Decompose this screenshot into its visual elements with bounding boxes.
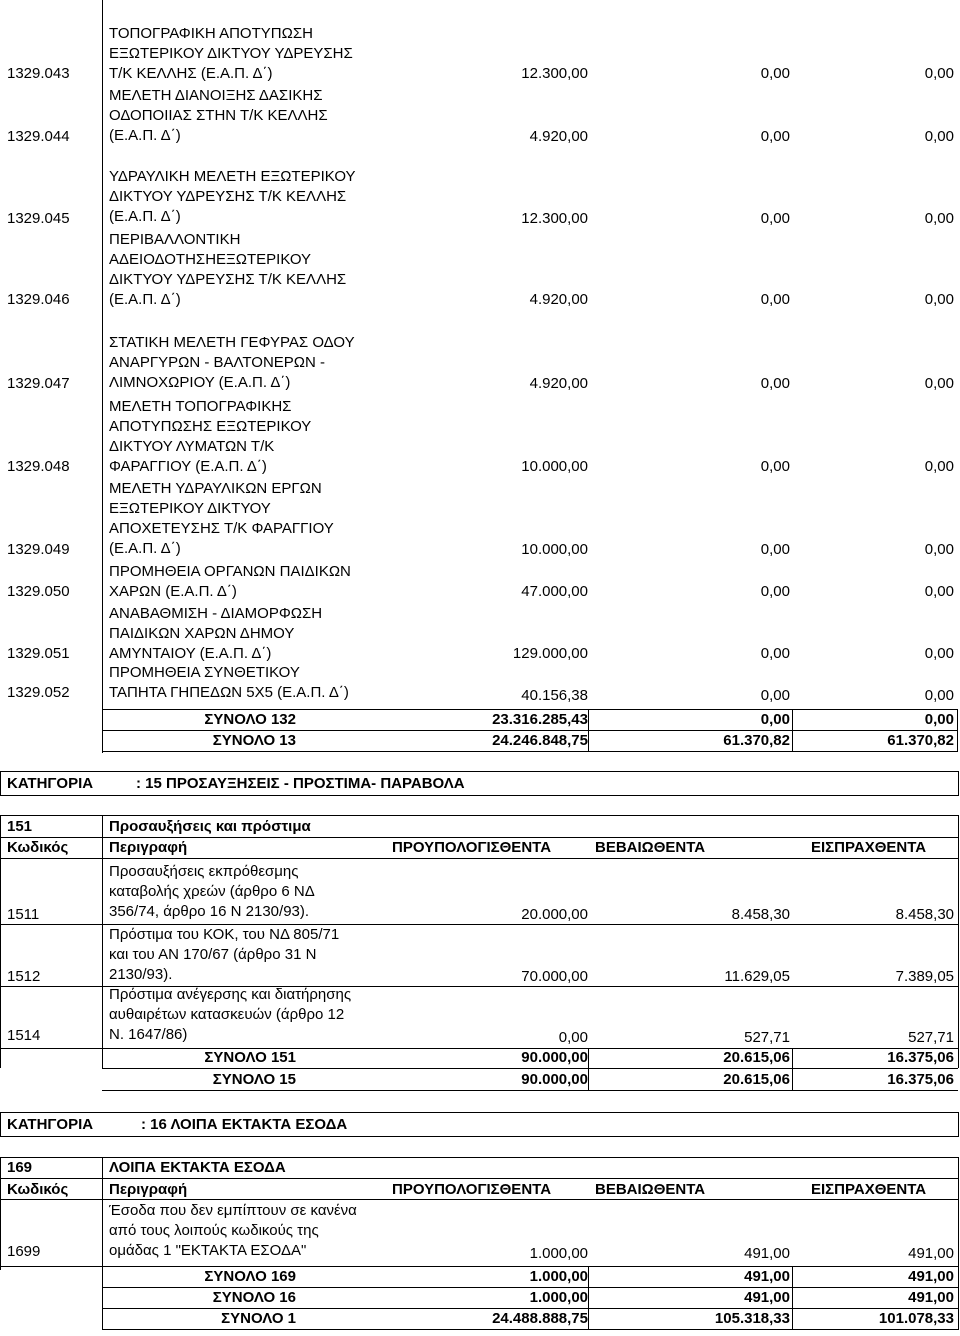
header-code: Κωδικός xyxy=(7,1181,69,1198)
category-title: : 15 ΠΡΟΣΑΥΞΗΣΕΙΣ - ΠΡΟΣΤΙΜΑ- ΠΑΡΑΒΟΛΑ xyxy=(136,775,465,792)
group-title: Προσαυξήσεις και πρόστιμα xyxy=(109,818,311,835)
divider xyxy=(102,1068,958,1069)
row-collected: 0,00 xyxy=(924,128,954,145)
divider xyxy=(0,815,959,816)
row-collected: 7.389,05 xyxy=(895,968,954,985)
row-certified: 0,00 xyxy=(760,128,790,145)
row-certified: 0,00 xyxy=(760,583,790,600)
total-certified: 105.318,33 xyxy=(714,1310,790,1327)
divider xyxy=(102,1308,958,1309)
total-label: ΣΥΝΟΛΟ 169 xyxy=(204,1268,296,1285)
row-description: ΜΕΛΕΤΗ ΥΔΡΑΥΛΙΚΩΝ ΕΡΓΩΝ ΕΞΩΤΕΡΙΚΟΥ ΔΙΚΤΥΟΥ ΑΠΟΧΕΤΕΥΣΗΣ Τ/Κ ΦΑΡΑΓΓΙΟΥ (Ε.Α.Π. Δ΄) xyxy=(109,480,334,557)
row-certified: 0,00 xyxy=(760,458,790,475)
total-collected: 16.375,06 xyxy=(887,1049,954,1066)
header-certified: ΒΕΒΑΙΩΘΕΝΤΑ xyxy=(595,839,706,856)
category-header xyxy=(0,771,959,796)
total-label: ΣΥΝΟΛΟ 1 xyxy=(221,1310,296,1327)
divider xyxy=(792,709,793,752)
row-certified: 0,00 xyxy=(760,375,790,392)
row-code: 1329.049 xyxy=(7,541,70,558)
row-collected: 491,00 xyxy=(908,1245,954,1262)
total-collected: 491,00 xyxy=(908,1289,954,1306)
row-code: 1329.043 xyxy=(7,65,70,82)
divider xyxy=(792,1048,793,1091)
divider xyxy=(102,730,958,731)
row-budget: 4.920,00 xyxy=(529,128,588,145)
row-budget: 4.920,00 xyxy=(529,375,588,392)
row-code: 1329.044 xyxy=(7,128,70,145)
row-collected: 0,00 xyxy=(924,541,954,558)
row-code: 1329.046 xyxy=(7,291,70,308)
total-label: ΣΥΝΟΛΟ 15 xyxy=(212,1071,296,1088)
divider xyxy=(102,1287,958,1288)
divider xyxy=(0,1178,959,1179)
category-label: ΚΑΤΗΓΟΡΙΑ xyxy=(7,775,94,792)
row-code: 1329.051 xyxy=(7,645,70,662)
row-collected: 527,71 xyxy=(908,1029,954,1046)
divider xyxy=(102,751,958,752)
row-description: Πρόστιμα του ΚΟΚ, του ΝΔ 805/71 και του ΑΝ 170/67 (άρθρο 31 Ν 2130/93). xyxy=(109,926,340,983)
total-budget: 90.000,00 xyxy=(521,1071,588,1088)
category-title: : 16 ΛΟΙΠΑ ΕΚΤΑΚΤΑ ΕΣΟΔΑ xyxy=(141,1116,348,1133)
divider xyxy=(0,858,959,859)
row-description: ΜΕΛΕΤΗ ΔΙΑΝΟΙΞΗΣ ΔΑΣΙΚΗΣ ΟΔΟΠΟΙΙΑΣ ΣΤΗΝ Τ/Κ ΚΕΛΛΗΣ (Ε.Α.Π. Δ΄) xyxy=(109,87,328,144)
row-budget: 12.300,00 xyxy=(521,65,588,82)
row-description: ΠΕΡΙΒΑΛΛΟΝΤΙΚΗ ΑΔΕΙΟΔΟΤΗΣΗΕΞΩΤΕΡΙΚΟΥ ΔΙΚΤΥΟΥ ΥΔΡΕΥΣΗΣ Τ/Κ ΚΕΛΛΗΣ (Ε.Α.Π. Δ΄) xyxy=(109,231,347,308)
total-budget: 1.000,00 xyxy=(529,1289,588,1306)
row-budget: 10.000,00 xyxy=(521,458,588,475)
total-collected: 16.375,06 xyxy=(887,1071,954,1088)
category-header xyxy=(0,1112,959,1137)
header-collected: ΕΙΣΠΡΑΧΘΕΝΤΑ xyxy=(811,839,927,856)
divider xyxy=(0,1157,1,1270)
header-description: Περιγραφή xyxy=(109,1181,188,1198)
row-collected: 0,00 xyxy=(924,65,954,82)
row-budget: 4.920,00 xyxy=(529,291,588,308)
row-code: 1329.047 xyxy=(7,375,70,392)
row-description: ΠΡΟΜΗΘΕΙΑ ΟΡΓΑΝΩΝ ΠΑΙΔΙΚΩΝ ΧΑΡΩΝ (Ε.Α.Π. Δ΄) xyxy=(109,563,351,600)
group-code: 151 xyxy=(7,818,33,835)
row-budget: 0,00 xyxy=(558,1029,588,1046)
total-label: ΣΥΝΟΛΟ 13 xyxy=(212,732,296,749)
row-description: ΠΡΟΜΗΘΕΙΑ ΣΥΝΘΕΤΙΚΟΥ ΤΑΠΗΤΑ ΓΗΠΕΔΩΝ 5Χ5 (Ε.Α.Π. Δ΄) xyxy=(109,664,349,701)
row-budget: 40.156,38 xyxy=(521,687,588,704)
total-label: ΣΥΝΟΛΟ 132 xyxy=(204,711,296,728)
row-certified: 8.458,30 xyxy=(731,906,790,923)
row-description: ΜΕΛΕΤΗ ΤΟΠΟΓΡΑΦΙΚΗΣ ΑΠΟΤΥΠΩΣΗΣ ΕΞΩΤΕΡΙΚΟΥ ΔΙΚΤΥΟΥ ΛΥΜΑΤΩΝ Τ/Κ ΦΑΡΑΓΓΙΟΥ (Ε.Α.Π. Δ΄) xyxy=(109,398,312,475)
header-collected: ΕΙΣΠΡΑΧΘΕΝΤΑ xyxy=(811,1181,927,1198)
total-label: ΣΥΝΟΛΟ 151 xyxy=(204,1049,296,1066)
row-description: ΑΝΑΒΑΘΜΙΣΗ - ΔΙΑΜΟΡΦΩΣΗ ΠΑΙΔΙΚΩΝ ΧΑΡΩΝ ΔΗΜΟΥ ΑΜΥΝΤΑΙΟΥ (Ε.Α.Π. Δ΄) xyxy=(109,605,323,662)
row-budget: 47.000,00 xyxy=(521,583,588,600)
total-collected: 491,00 xyxy=(908,1268,954,1285)
group-title: ΛΟΙΠΑ ΕΚΤΑΚΤΑ ΕΣΟΔΑ xyxy=(109,1159,286,1176)
row-collected: 0,00 xyxy=(924,645,954,662)
row-code: 1329.050 xyxy=(7,583,70,600)
row-budget: 70.000,00 xyxy=(521,968,588,985)
group-code: 169 xyxy=(7,1159,33,1176)
total-budget: 23.316.285,43 xyxy=(492,711,588,728)
row-certified: 0,00 xyxy=(760,687,790,704)
total-collected: 101.078,33 xyxy=(878,1310,954,1327)
divider xyxy=(958,815,959,1068)
row-code: 1329.045 xyxy=(7,210,70,227)
divider xyxy=(588,1048,589,1091)
total-collected: 0,00 xyxy=(924,711,954,728)
divider xyxy=(0,1199,959,1200)
divider xyxy=(0,815,1,1068)
divider xyxy=(958,1157,959,1330)
row-collected: 0,00 xyxy=(924,291,954,308)
row-description: Προσαυξήσεις εκπρόθεσμης καταβολής χρεών (άρθρο 6 ΝΔ 356/74, άρθρο 16 Ν 2130/93). xyxy=(109,863,315,920)
divider xyxy=(0,837,959,838)
total-label: ΣΥΝΟΛΟ 16 xyxy=(212,1289,296,1306)
total-certified: 0,00 xyxy=(760,711,790,728)
row-collected: 0,00 xyxy=(924,687,954,704)
row-certified: 491,00 xyxy=(744,1245,790,1262)
row-collected: 0,00 xyxy=(924,375,954,392)
total-budget: 1.000,00 xyxy=(529,1268,588,1285)
row-budget: 20.000,00 xyxy=(521,906,588,923)
category-label: ΚΑΤΗΓΟΡΙΑ xyxy=(7,1116,94,1133)
row-description: Έσοδα που δεν εμπίπτουν σε κανένα από τους λοιπούς κωδικούς της ομάδας 1 "ΕΚΤΑΚΤΑ ΕΣΟΔΑ" xyxy=(109,1202,357,1259)
row-collected: 0,00 xyxy=(924,210,954,227)
total-certified: 20.615,06 xyxy=(723,1049,790,1066)
row-certified: 0,00 xyxy=(760,541,790,558)
row-code: 1699 xyxy=(7,1243,41,1260)
row-code: 1514 xyxy=(7,1027,41,1044)
total-collected: 61.370,82 xyxy=(887,732,954,749)
row-description: ΥΔΡΑΥΛΙΚΗ ΜΕΛΕΤΗ ΕΞΩΤΕΡΙΚΟΥ ΔΙΚΤΥΟΥ ΥΔΡΕΥΣΗΣ Τ/Κ ΚΕΛΛΗΣ (Ε.Α.Π. Δ΄) xyxy=(109,168,356,225)
row-certified: 0,00 xyxy=(760,65,790,82)
total-certified: 491,00 xyxy=(744,1268,790,1285)
total-budget: 90.000,00 xyxy=(521,1049,588,1066)
header-certified: ΒΕΒΑΙΩΘΕΝΤΑ xyxy=(595,1181,706,1198)
divider xyxy=(588,1266,589,1330)
row-code: 1512 xyxy=(7,968,41,985)
header-code: Κωδικός xyxy=(7,839,69,856)
divider xyxy=(0,1157,959,1158)
row-certified: 0,00 xyxy=(760,210,790,227)
row-budget: 10.000,00 xyxy=(521,541,588,558)
divider xyxy=(102,709,958,710)
row-certified: 0,00 xyxy=(760,645,790,662)
row-description: ΣΤΑΤΙΚΗ ΜΕΛΕΤΗ ΓΕΦΥΡΑΣ ΟΔΟΥ ΑΝΑΡΓΥΡΩΝ - ΒΑΛΤΟΝΕΡΩΝ - ΛΙΜΝΟΧΩΡΙΟΥ (Ε.Α.Π. Δ΄) xyxy=(109,334,355,391)
row-description: ΤΟΠΟΓΡΑΦΙΚΗ ΑΠΟΤΥΠΩΣΗ ΕΞΩΤΕΡΙΚΟΥ ΔΙΚΤΥΟΥ ΥΔΡΕΥΣΗΣ Τ/Κ ΚΕΛΛΗΣ (Ε.Α.Π. Δ΄) xyxy=(109,25,353,82)
row-code: 1329.048 xyxy=(7,458,70,475)
divider xyxy=(792,1266,793,1330)
divider xyxy=(102,1090,958,1091)
row-budget: 12.300,00 xyxy=(521,210,588,227)
total-budget: 24.488.888,75 xyxy=(492,1310,588,1327)
row-collected: 0,00 xyxy=(924,458,954,475)
total-budget: 24.246.848,75 xyxy=(492,732,588,749)
column-divider xyxy=(102,0,103,753)
row-budget: 129.000,00 xyxy=(512,645,588,662)
divider xyxy=(102,1329,958,1330)
divider xyxy=(0,1266,959,1267)
row-collected: 8.458,30 xyxy=(895,906,954,923)
row-budget: 1.000,00 xyxy=(529,1245,588,1262)
divider xyxy=(588,709,589,752)
row-certified: 11.629,05 xyxy=(724,968,790,985)
row-code: 1511 xyxy=(7,906,40,923)
header-budget: ΠΡΟΥΠΟΛΟΓΙΣΘΕΝΤΑ xyxy=(392,839,552,856)
total-certified: 491,00 xyxy=(744,1289,790,1306)
total-certified: 20.615,06 xyxy=(723,1071,790,1088)
divider xyxy=(957,709,958,752)
row-collected: 0,00 xyxy=(924,583,954,600)
divider xyxy=(102,815,103,1068)
row-description: Πρόστιμα ανέγερσης και διατήρησης αυθαιρέτων κατασκευών (άρθρο 12 Ν. 1647/86) xyxy=(109,986,352,1043)
total-certified: 61.370,82 xyxy=(723,732,790,749)
header-description: Περιγραφή xyxy=(109,839,188,856)
header-budget: ΠΡΟΥΠΟΛΟΓΙΣΘΕΝΤΑ xyxy=(392,1181,552,1198)
row-certified: 0,00 xyxy=(760,291,790,308)
row-certified: 527,71 xyxy=(744,1029,790,1046)
row-code: 1329.052 xyxy=(7,684,70,701)
